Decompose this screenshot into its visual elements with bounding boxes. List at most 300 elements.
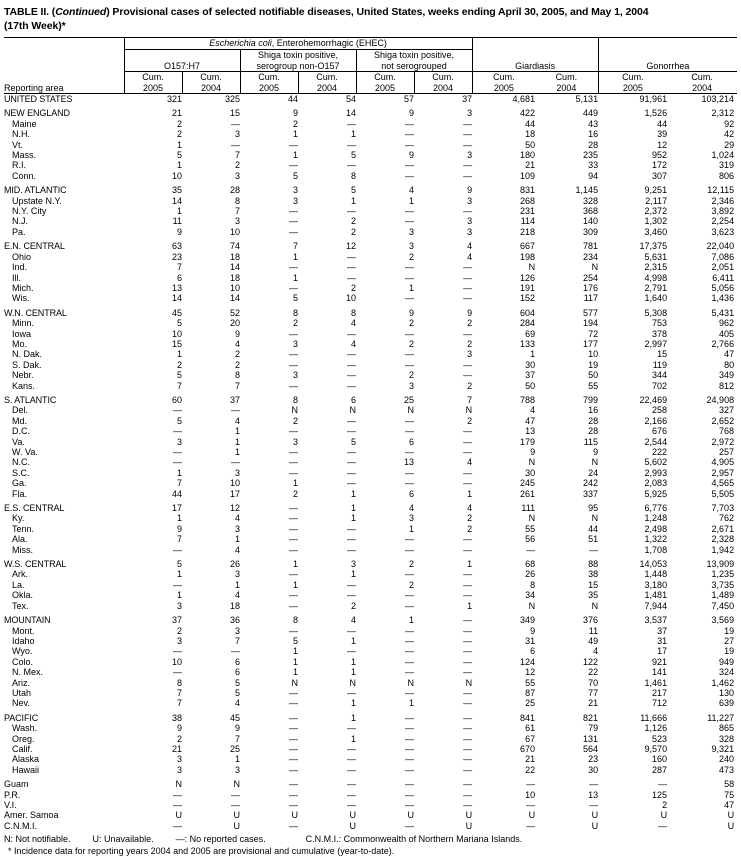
row-value: — (289, 503, 298, 514)
table-row (4, 559, 737, 569)
row-value: — (289, 712, 298, 723)
footnotes (4, 831, 737, 857)
row-value: 12 (229, 503, 240, 514)
row-value: 14 (171, 195, 182, 206)
row-value: — (589, 800, 599, 810)
row-value: — (347, 359, 356, 370)
row-value: 245 (520, 478, 536, 489)
table-row (4, 252, 737, 262)
year-label-3: 2005 (258, 82, 280, 93)
row-value: — (405, 478, 414, 489)
row-value: 3,569 (711, 615, 735, 626)
table-row (4, 395, 737, 405)
row-value: 3 (408, 241, 414, 252)
row-value: 865 (719, 723, 735, 734)
row-value: — (463, 723, 473, 734)
row-value: 1,322 (644, 534, 668, 545)
row-area-label: W.S. CENTRAL (4, 559, 67, 570)
row-value: 8 (234, 195, 240, 206)
row-value: — (405, 800, 414, 810)
row-value: 376 (583, 615, 599, 626)
row-value: 2 (408, 338, 414, 349)
header-blank-cell-2 (4, 50, 124, 72)
row-value: — (405, 544, 414, 555)
row-value: 61 (525, 723, 536, 734)
table-row (4, 636, 737, 646)
table-row (4, 734, 737, 744)
row-value: 5 (176, 415, 182, 426)
row-value: U (349, 820, 356, 831)
row-value: 68 (525, 559, 536, 570)
row-area-label: Oreg. (12, 733, 35, 744)
row-value: 30 (588, 764, 599, 775)
table-row (4, 349, 737, 359)
row-value: 1 (292, 272, 298, 283)
row-value: 13 (171, 282, 182, 293)
table-row (4, 569, 737, 579)
row-value: 3 (234, 569, 240, 580)
row-value: — (347, 262, 356, 273)
row-value: 2 (292, 488, 298, 499)
row-area-label: E.N. CENTRAL (4, 241, 65, 252)
row-value: N (528, 262, 536, 273)
row-area-label: Del. (12, 405, 29, 416)
row-value: 10 (229, 282, 240, 293)
row-value: — (289, 206, 298, 217)
row-value: 1 (234, 447, 240, 457)
row-value: — (463, 129, 473, 140)
row-value: — (289, 523, 298, 534)
row-value: 2 (176, 129, 182, 140)
row-value: 3 (292, 185, 298, 196)
row-value: 37 (657, 625, 668, 636)
table-row (4, 646, 737, 656)
row-value: 1 (234, 534, 240, 545)
row-value: 1,448 (644, 569, 668, 580)
row-value: 1 (176, 139, 182, 150)
row-value: U (291, 810, 298, 821)
row-value: 22,040 (706, 241, 735, 252)
row-value: — (463, 370, 473, 381)
row-value: 1,489 (711, 590, 735, 601)
row-value: — (231, 457, 240, 468)
row-value: 4 (350, 615, 356, 626)
row-value: 1 (350, 656, 356, 667)
row-value: 4 (408, 185, 414, 196)
row-value: 2,166 (644, 415, 668, 426)
row-value: — (289, 800, 298, 810)
row-value: 119 (652, 359, 668, 370)
table-row (4, 657, 737, 667)
row-value: — (405, 820, 414, 831)
row-value: 2,346 (711, 195, 735, 206)
row-value: — (289, 534, 298, 545)
row-value: — (347, 544, 356, 555)
row-value: — (405, 789, 414, 800)
row-value: — (405, 723, 414, 734)
year-label-10: 2004 (692, 82, 713, 93)
row-area-label: Minn. (12, 318, 35, 329)
row-value: 80 (724, 359, 735, 370)
row-value: 50 (525, 139, 536, 150)
row-value: 25 (229, 743, 240, 754)
row-value: — (463, 467, 473, 478)
year-label-6: 2004 (433, 82, 454, 93)
row-area-label: Ga. (12, 478, 27, 489)
row-value: 7 (234, 150, 240, 161)
row-value: 781 (583, 241, 599, 252)
row-value: 1 (350, 503, 356, 514)
row-value: 176 (583, 282, 599, 293)
row-value: 667 (520, 241, 536, 252)
row-value: — (347, 523, 356, 534)
row-value: 5 (176, 150, 182, 161)
row-value: 28 (588, 415, 599, 426)
row-value: 2 (467, 338, 473, 349)
row-value: 2 (350, 226, 356, 237)
row-value: — (347, 380, 356, 391)
row-value: 287 (652, 764, 668, 775)
table-row (4, 723, 737, 733)
row-value: — (405, 534, 414, 545)
header-spacer-giardiasis (472, 38, 598, 50)
row-value: 422 (520, 108, 536, 119)
row-value: 1 (350, 698, 356, 709)
row-value: 1 (292, 478, 298, 489)
row-value: 235 (583, 150, 599, 161)
row-value: 1 (350, 635, 356, 646)
row-value: — (347, 457, 356, 468)
row-value: — (347, 779, 356, 790)
row-value: 2,791 (644, 282, 668, 293)
row-value: 37 (525, 370, 536, 381)
row-value: 2 (662, 800, 668, 810)
table-row (4, 293, 737, 303)
row-value: N (175, 779, 182, 790)
row-value: — (463, 698, 473, 709)
row-value: 2 (408, 318, 414, 329)
row-area-label: Idaho (12, 635, 35, 646)
row-value: 16 (588, 405, 599, 416)
row-value: 806 (719, 170, 735, 181)
row-value: 47 (724, 349, 735, 360)
row-value: 19 (588, 359, 599, 370)
year-label-8: 2004 (556, 82, 577, 93)
row-area-label: Wash. (12, 723, 38, 734)
row-value: 25 (403, 394, 414, 405)
header-col-giardiasis-2004 (535, 72, 598, 94)
row-area-label: Colo. (12, 656, 34, 667)
row-value: 9 (408, 150, 414, 161)
row-value: 3 (234, 129, 240, 140)
row-value: — (289, 160, 298, 171)
row-value: 44 (171, 488, 182, 499)
row-value: — (289, 426, 298, 437)
table-row (4, 800, 737, 810)
row-value: 8 (292, 394, 298, 405)
row-value: 2 (350, 282, 356, 293)
row-value: 8 (292, 307, 298, 318)
row-value: 6 (530, 646, 536, 657)
row-value: 3 (408, 513, 414, 524)
row-value: 31 (657, 635, 668, 646)
row-area-label: Iowa (12, 328, 32, 339)
row-area-label: MID. ATLANTIC (4, 185, 67, 196)
row-value: 24 (588, 467, 599, 478)
row-value: — (289, 764, 298, 775)
row-value: 45 (229, 712, 240, 723)
header-col-shiga-non-o157-2004 (298, 72, 356, 94)
year-label-9: 2005 (622, 82, 643, 93)
row-value: 1 (176, 569, 182, 580)
row-value: 9 (530, 625, 536, 636)
row-value: — (658, 779, 668, 790)
row-area-label: Pa. (12, 226, 26, 237)
row-value: 344 (652, 370, 668, 381)
row-value: 94 (588, 170, 599, 181)
row-value: — (289, 262, 298, 273)
row-value: 7 (176, 380, 182, 391)
row-value: U (591, 810, 599, 821)
row-value: 16 (588, 129, 599, 140)
row-value: — (405, 118, 414, 129)
row-area-label: N.J. (12, 216, 29, 227)
row-value: 7 (176, 262, 182, 273)
table-row (4, 129, 737, 139)
row-value: — (463, 733, 473, 744)
row-value: 72 (588, 328, 599, 339)
row-value: N (407, 405, 414, 416)
row-area-label: Mo. (12, 338, 28, 349)
table-row (4, 779, 737, 789)
table-row (4, 534, 737, 544)
row-value: — (463, 534, 473, 545)
row-value: U (233, 810, 240, 821)
row-value: — (231, 800, 240, 810)
row-value: 11 (588, 625, 599, 636)
row-value: 10 (525, 789, 536, 800)
row-value: 15 (588, 579, 599, 590)
row-value: 10 (171, 328, 182, 339)
table-row (4, 615, 737, 625)
row-value: 222 (652, 447, 668, 457)
row-value: 6,411 (712, 272, 735, 283)
row-value: 4,565 (711, 478, 735, 489)
year-label-7: 2005 (493, 82, 514, 93)
cum-label-8: Cum. (555, 72, 578, 82)
row-value: — (463, 579, 473, 590)
row-value: 1,248 (644, 513, 668, 524)
row-value: — (347, 687, 356, 698)
row-value: 1 (234, 436, 240, 447)
table-row (4, 713, 737, 723)
row-value: — (289, 743, 298, 754)
header-group-shiga-non-o157-line2: serogroup non-O157 (256, 60, 340, 71)
row-value: — (289, 513, 298, 524)
table-row (4, 765, 737, 775)
row-value: — (347, 251, 356, 262)
row-value: 4 (234, 338, 240, 349)
row-value: 1 (292, 251, 298, 262)
row-value: 9 (176, 723, 182, 734)
row-value: — (405, 160, 414, 171)
header-group-shiga-not-serogrouped-line2: not serogrouped (381, 60, 447, 71)
table-row (4, 160, 737, 170)
row-value: — (347, 625, 356, 636)
row-value: 321 (166, 94, 182, 104)
row-value: 1 (350, 569, 356, 580)
cum-label-9: Cum. (622, 72, 644, 82)
header-col-giardiasis-2005 (472, 72, 535, 94)
row-value: 7 (234, 635, 240, 646)
row-value: 11,227 (707, 712, 735, 723)
row-value: N (591, 513, 599, 524)
row-value: — (658, 820, 668, 831)
row-value: 7,944 (644, 600, 668, 611)
row-value: — (347, 800, 356, 810)
row-value: — (173, 447, 182, 457)
row-value: 1 (408, 698, 414, 709)
row-value: 24,908 (706, 394, 735, 405)
row-value: 5 (292, 293, 298, 304)
row-value: 2,993 (644, 467, 668, 478)
row-area-label: W.N. CENTRAL (4, 307, 67, 318)
row-value: 762 (719, 513, 735, 524)
row-value: 2,328 (711, 534, 735, 545)
row-value: 217 (652, 687, 668, 698)
table-row (4, 94, 737, 105)
row-value: 44 (588, 523, 599, 534)
row-value: 1 (408, 195, 414, 206)
row-value: 19 (724, 646, 735, 657)
table-row (4, 698, 737, 708)
table-row (4, 370, 737, 380)
row-value: 3 (292, 338, 298, 349)
row-value: 1 (234, 426, 240, 437)
row-value: 1,126 (644, 723, 668, 734)
row-area-label: Wis. (12, 293, 30, 304)
row-value: 14 (345, 108, 356, 119)
row-value: — (173, 426, 182, 437)
row-value: — (405, 415, 414, 426)
row-value: 1 (176, 590, 182, 601)
row-value: 26 (229, 559, 240, 570)
row-value: — (347, 646, 356, 657)
row-value: 12 (657, 139, 668, 150)
row-value: 74 (229, 241, 240, 252)
cum-label-3: Cum. (258, 72, 280, 82)
row-value: 122 (583, 656, 599, 667)
cum-label-7: Cum. (493, 72, 515, 82)
row-value: 55 (588, 380, 599, 391)
row-value: 87 (525, 687, 536, 698)
row-value: 1 (467, 559, 473, 570)
table-row (4, 339, 737, 349)
row-value: — (463, 426, 473, 437)
row-area-label: MOUNTAIN (4, 615, 51, 626)
row-value: — (289, 359, 298, 370)
row-area-label: Vt. (12, 139, 24, 150)
row-value: 952 (652, 150, 668, 161)
row-value: — (405, 754, 414, 765)
row-area-label: V.I. (4, 800, 17, 810)
table-row (4, 416, 737, 426)
row-value: 18 (229, 251, 240, 262)
row-value: 4 (234, 698, 240, 709)
row-value: — (289, 733, 298, 744)
row-area-label: D.C. (12, 426, 30, 437)
row-area-label: NEW ENGLAND (4, 108, 70, 119)
row-value: 7 (292, 241, 298, 252)
row-value: 2,372 (644, 206, 668, 217)
row-value: 3 (292, 370, 298, 381)
row-value: 12,115 (707, 185, 735, 196)
row-value: — (405, 262, 414, 273)
row-value: — (463, 206, 473, 217)
row-value: 5,505 (711, 488, 735, 499)
row-area-label: Maine (12, 118, 37, 129)
row-value: — (589, 779, 599, 790)
row-value: 47 (525, 415, 536, 426)
row-value: — (347, 447, 356, 457)
row-value: 18 (229, 600, 240, 611)
year-label-2: 2004 (200, 82, 222, 93)
header-blank-cell (4, 38, 124, 50)
row-value: U (528, 810, 536, 821)
row-value: 133 (520, 338, 536, 349)
row-value: 2,315 (644, 262, 668, 273)
row-value: 319 (719, 160, 735, 171)
row-value: 152 (520, 293, 536, 304)
row-value: 1 (292, 150, 298, 161)
row-value: 405 (719, 328, 735, 339)
table-row (4, 678, 737, 688)
row-value: N (591, 457, 599, 468)
row-value: 55 (525, 677, 536, 688)
row-value: 5,631 (644, 251, 668, 262)
row-value: 11,666 (640, 712, 668, 723)
row-value: 33 (588, 160, 599, 171)
row-value: — (463, 590, 473, 601)
row-value: N (407, 677, 414, 688)
row-value: 2 (292, 118, 298, 129)
row-value: — (463, 764, 473, 775)
row-value: 1 (176, 349, 182, 360)
row-value: 1,640 (644, 293, 668, 304)
row-value: 36 (229, 615, 240, 626)
row-area-label: Upstate N.Y. (12, 195, 62, 206)
cum-label-5: Cum. (374, 72, 396, 82)
row-value: — (231, 118, 240, 129)
row-value: 21 (525, 754, 536, 765)
header-row-years (4, 72, 737, 94)
row-value: 3 (234, 764, 240, 775)
row-value: — (463, 754, 473, 765)
row-value: 7,703 (711, 503, 735, 514)
row-value: 26 (525, 569, 536, 580)
row-value: — (173, 789, 182, 800)
row-value: — (405, 590, 414, 601)
row-value: — (289, 789, 298, 800)
table-row (4, 318, 737, 328)
row-area-label: Amer. Samoa (4, 810, 59, 821)
row-value: — (173, 667, 182, 678)
row-area-label: Tenn. (12, 523, 35, 534)
row-value: 1,302 (644, 216, 668, 227)
table-row (4, 667, 737, 677)
row-value: — (347, 467, 356, 478)
row-value: 307 (652, 170, 668, 181)
